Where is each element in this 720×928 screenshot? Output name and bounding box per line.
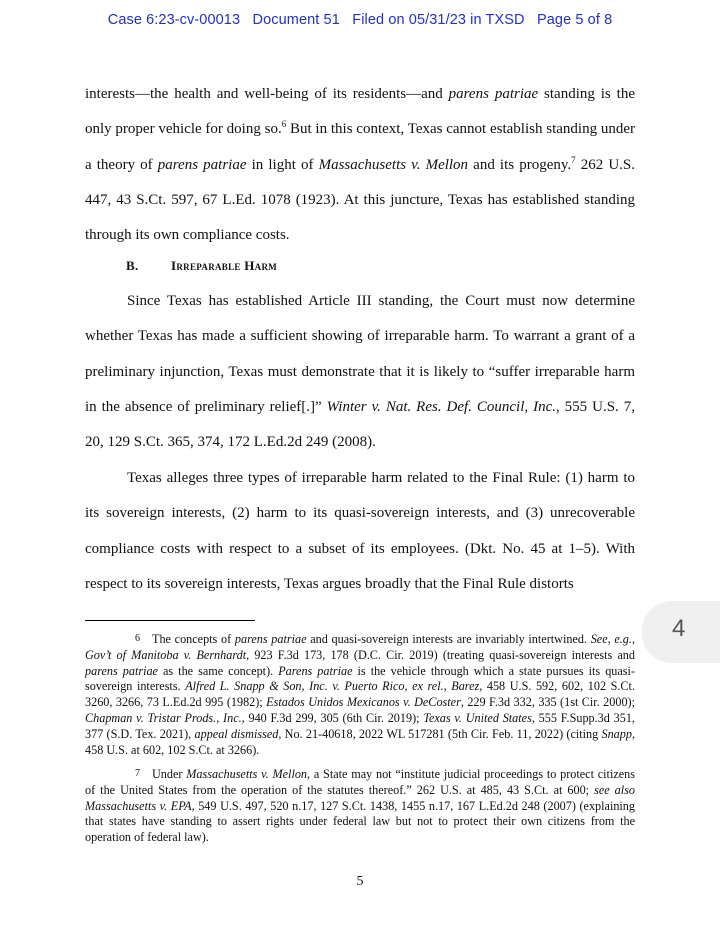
paragraph-irreparable-harm-standard: Since Texas has established Article III standing, the Court must now determine whether Texas has made a sufficient showing of irreparable harm. To warrant a grant of a preliminary injunction, Texas must demonstrate that it is likely to “suffer irreparable harm in the absence of preliminary relief[.]” Winter v. Nat. Res. Def. Council, Inc., 555 U.S. 7, 20, 129 S.Ct. 365, 374, 172 L.Ed.2d 249 (2008). xyxy=(85,293,635,451)
case-number: Case 6:23-cv-00013 xyxy=(107,12,241,28)
footnote-6: 6 The concepts of parens patriae and quasi-sovereign interests are invariably intertwined. See, e.g., Gov’t of Manitoba v. Bernhardt, 923 F.3d 173, 178 (D.C. Cir. 2019) (treating quasi-sovereign interests and parens patriae as the same concept). Parens patriae is the vehicle through which a state pursues its quasi-sovereign interests. Alfred L. Snapp & Son, Inc. v. Puerto Rico, ex rel., Barez, 458 U.S. 592, 602, 102 S.Ct. 3260, 3266, 73 L.Ed.2d 995 (1982); Estados Unidos Mexicanos v. DeCoster, 229 F.3d 332, 335 (1st Cir. 2000); Chapman v. Tristar Prods., Inc., 940 F.3d 299, 305 (6th Cir. 2019); Texas v. United States, 555 F.Supp.3d 351, 377 (S.D. Tex. 2021), appeal dismissed, No. 21-40618, 2022 WL 517281 (5th Cir. Feb. 11, 2022) (citing Snapp, 458 U.S. at 602, 102 S.Ct. at 3266). xyxy=(85,632,635,757)
section-heading xyxy=(126,258,277,274)
page-indicator: Page 5 of 8 xyxy=(536,12,613,28)
footnote-ref-7[interactable]: 7 xyxy=(571,154,576,165)
filed-date: Filed on 05/31/23 in TXSD xyxy=(352,12,525,28)
page-number: 5 xyxy=(356,874,364,889)
case-header xyxy=(0,12,720,28)
footnote-7: 7 Under Massachusetts v. Mellon, a State may not “institute judicial proceedings to protect citizens of the United States from the operation of the statutes thereof.” 262 U.S. at 485, 43 S.Ct. at 600; see also Massachusetts v. EPA, 549 U.S. 497, 520 n.17, 127 S.Ct. 1438, 1455 n.17, 167 L.Ed.2d 248 (2007) (explaining that states have standing to assert rights under federal law but not to protect their own citizens from the operation of federal law). xyxy=(85,767,635,845)
document-number: Document 51 xyxy=(252,12,340,28)
footnote-divider xyxy=(85,620,255,621)
page-indicator-value: 4 xyxy=(672,615,686,642)
paragraph-parens-patriae: interests—the health and well-being of its residents—and parens patriae standing is the only proper vehicle for doing so.$^6$ But in this context, Texas cannot establish standing under a theory of parens patriae in light of Massachusetts v. Mellon and its progeny.$^7$ 262 U.S. 447, 43 S.Ct. 597, 67 L.Ed. 1078 (1923). At this juncture, Texas has established standing through its own compliance costs. xyxy=(85,86,635,244)
section-number: B. xyxy=(126,258,139,273)
section-title: Irreparable Harm xyxy=(171,258,278,273)
footnote-ref-6[interactable]: 6 xyxy=(281,119,287,130)
footnote-7-mark: 7 xyxy=(135,768,140,779)
footnote-6-mark: 6 xyxy=(135,633,140,644)
page-scroll-indicator[interactable] xyxy=(642,601,720,663)
paragraph-three-harms: Texas alleges three types of irreparable harm related to the Final Rule: (1) harm to its sovereign interests, (2) harm to its quasi-sovereign interests, and (3) unrecoverable compliance costs with respect to a subset of its employees. (Dkt. No. 45 at 1–5). With respect to its sovereign interests, Texas argues broadly that the Final Rule distorts xyxy=(85,470,635,592)
